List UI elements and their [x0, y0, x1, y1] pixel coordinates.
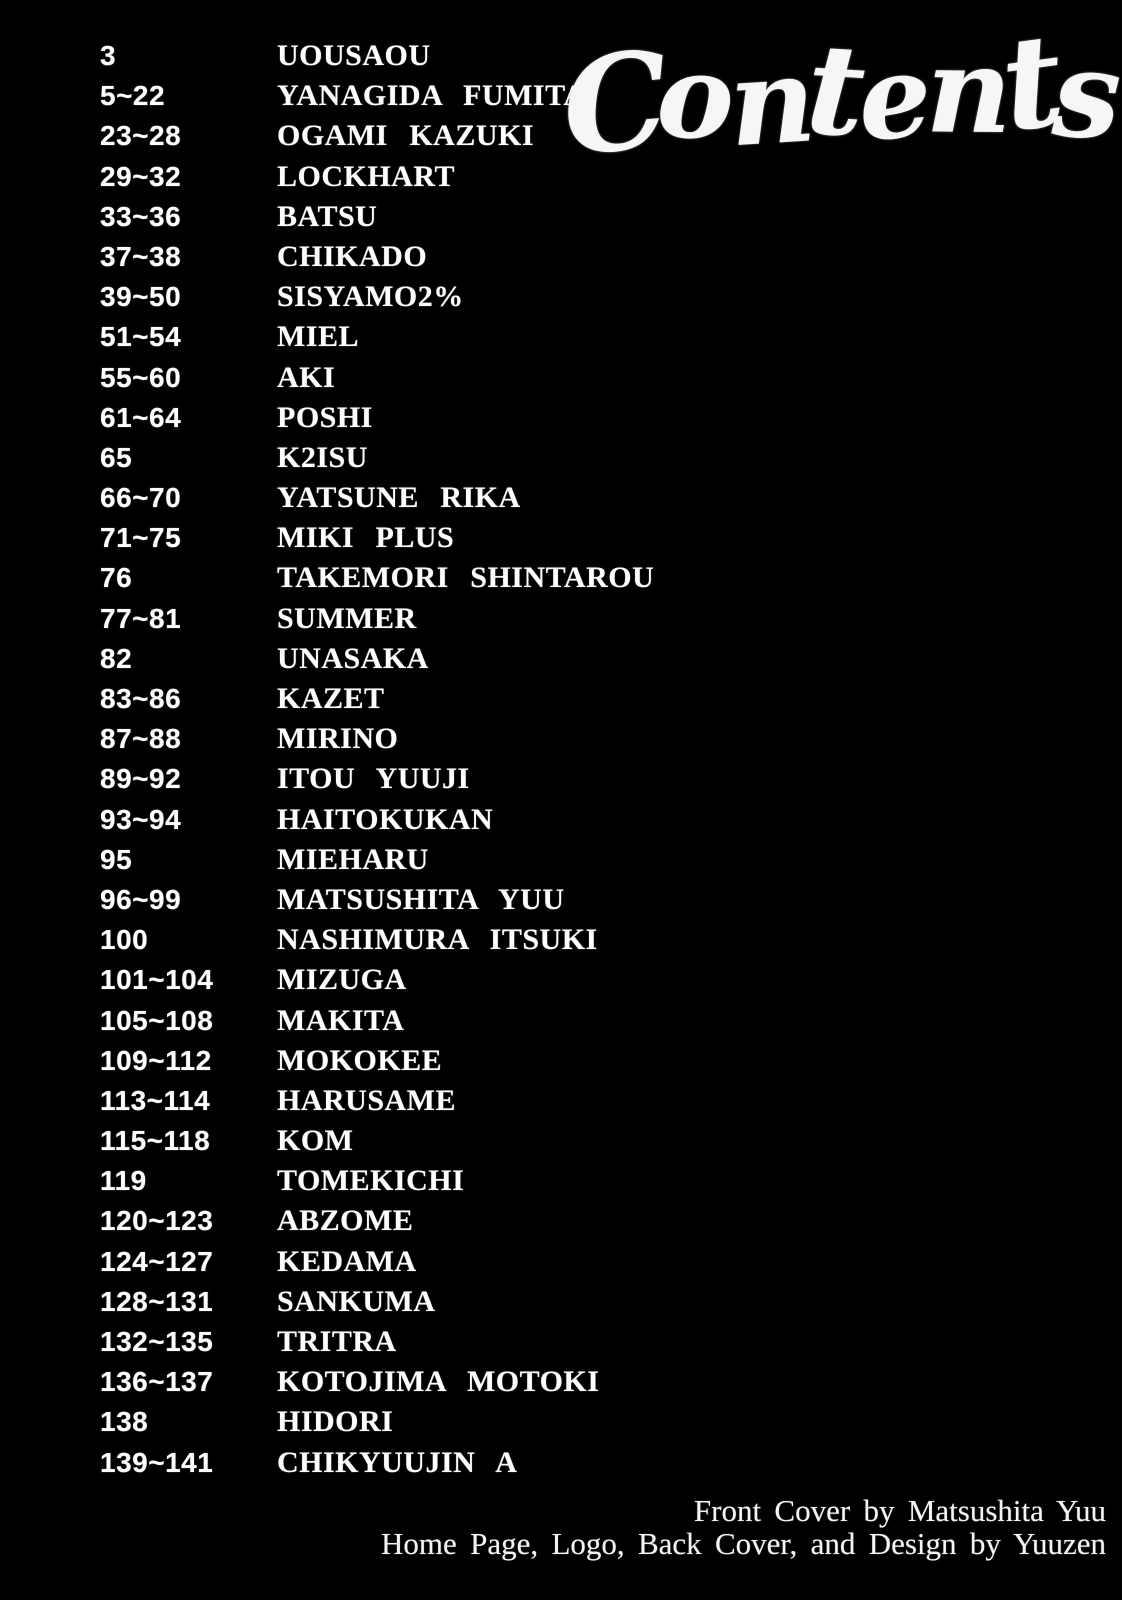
- toc-row: [100, 759, 654, 799]
- toc-row: [100, 1322, 654, 1362]
- toc-row: [100, 518, 654, 558]
- toc-artist-name: KEDAMA: [277, 1244, 417, 1278]
- toc-row: [100, 1282, 654, 1322]
- toc-page-range: 132~135: [100, 1326, 214, 1357]
- toc-row: [100, 800, 654, 840]
- toc-page-range: 89~92: [100, 763, 182, 795]
- toc-row: [100, 237, 654, 277]
- toc-row: [100, 1362, 654, 1402]
- toc-row: [100, 1402, 654, 1442]
- toc-page-range: 115~118: [100, 1125, 211, 1157]
- toc-page-range: 105~108: [100, 1004, 214, 1036]
- toc-artist-name: NASHIMURA ITSUKI: [277, 923, 598, 957]
- toc-artist-name: TAKEMORI SHINTAROU: [277, 561, 655, 595]
- toc-artist-name: MOKOKEE: [277, 1043, 443, 1077]
- toc-page-range: 3: [100, 40, 117, 71]
- toc-page-range: 93~94: [100, 803, 182, 835]
- toc-artist-name: SUMMER: [277, 601, 417, 635]
- toc-artist-name: TOMEKICHI: [277, 1164, 465, 1198]
- toc-page-range: 100: [100, 924, 149, 956]
- toc-page-range: 138: [100, 1406, 149, 1438]
- toc-artist-name: ABZOME: [277, 1204, 414, 1238]
- toc-artist-name: TRITRA: [277, 1325, 397, 1358]
- toc-artist-name: SANKUMA: [277, 1284, 436, 1318]
- toc-page-range: 55~60: [100, 361, 182, 393]
- toc-artist-name: UOUSAOU: [277, 39, 431, 72]
- toc-row: [100, 1242, 654, 1282]
- toc-page-range: 65: [100, 441, 133, 473]
- page-title: Contents: [555, 4, 1119, 186]
- toc-page-range: 120~123: [100, 1205, 214, 1237]
- toc-row: [100, 599, 654, 639]
- credit-front-cover: Front Cover by Matsushita Yuu: [693, 1493, 1106, 1528]
- credit-design: Home Page, Logo, Back Cover, and Design by Yuuzen: [381, 1526, 1106, 1561]
- toc-row: [100, 920, 654, 960]
- toc-artist-name: BATSU: [277, 199, 378, 233]
- toc-row: [100, 438, 654, 478]
- toc-row: [100, 197, 654, 237]
- toc-artist-name: CHIKYUUJIN A: [277, 1445, 518, 1479]
- toc-page-range: 95: [100, 843, 133, 875]
- toc-page-range: 101~104: [100, 964, 214, 996]
- toc-artist-name: HARUSAME: [277, 1083, 457, 1117]
- toc-artist-name: MIEHARU: [277, 842, 429, 876]
- toc-page-range: 23~28: [100, 120, 182, 152]
- toc-page-range: 33~36: [100, 200, 182, 232]
- toc-page-range: 29~32: [100, 160, 182, 192]
- toc-row: [100, 1041, 654, 1081]
- toc-row: [100, 478, 654, 518]
- toc-page-range: 51~54: [100, 321, 182, 353]
- toc-artist-name: SISYAMO2%: [277, 280, 464, 314]
- toc-row: [100, 719, 654, 759]
- toc-artist-name: HAITOKUKAN: [277, 802, 494, 836]
- toc-artist-name: K2ISU: [277, 440, 368, 474]
- toc-page-range: 5~22: [100, 80, 166, 112]
- toc-artist-name: ITOU YUUJI: [277, 762, 470, 796]
- toc-artist-name: MIRINO: [277, 722, 399, 756]
- toc-row: [100, 679, 654, 719]
- toc-artist-name: CHIKADO: [277, 239, 428, 273]
- toc-artist-name: KAZET: [277, 682, 385, 715]
- toc-page-range: 76: [100, 562, 133, 594]
- toc-row: [100, 1161, 654, 1201]
- toc-page-range: 77~81: [100, 602, 182, 634]
- toc-artist-name: OGAMI KAZUKI: [277, 119, 535, 153]
- toc-row: [100, 840, 654, 880]
- toc-page-range: 96~99: [100, 883, 182, 915]
- toc-artist-name: HIDORI: [277, 1405, 394, 1439]
- toc-artist-name: POSHI: [277, 400, 373, 434]
- toc-artist-name: LOCKHART: [277, 159, 455, 193]
- toc-artist-name: MIZUGA: [277, 963, 407, 997]
- toc-list: [100, 36, 654, 1483]
- toc-artist-name: MIEL: [277, 320, 360, 354]
- toc-page-range: 136~137: [100, 1366, 214, 1398]
- toc-artist-name: MIKI PLUS: [277, 521, 455, 555]
- toc-row: [100, 398, 654, 438]
- toc-row: [100, 317, 654, 357]
- toc-page-range: 82: [100, 642, 133, 674]
- toc-page-range: 119: [100, 1165, 147, 1197]
- toc-page-range: 113~114: [100, 1084, 211, 1116]
- toc-artist-name: YANAGIDA FUMITA: [277, 79, 586, 113]
- toc-page-range: 37~38: [100, 240, 182, 272]
- toc-row: [100, 1443, 654, 1483]
- toc-artist-name: UNASAKA: [277, 641, 429, 675]
- toc-artist-name: KOM: [277, 1124, 354, 1158]
- toc-row: [100, 1001, 654, 1041]
- toc-row: [100, 1201, 654, 1241]
- toc-row: [100, 277, 654, 317]
- toc-row: [100, 1081, 654, 1121]
- toc-artist-name: YATSUNE RIKA: [277, 481, 521, 515]
- toc-row: [100, 558, 654, 598]
- toc-page-range: 61~64: [100, 401, 182, 433]
- toc-artist-name: KOTOJIMA MOTOKI: [277, 1365, 600, 1399]
- toc-page-range: 87~88: [100, 723, 182, 755]
- credits-block: [381, 1494, 1106, 1560]
- toc-page-range: 109~112: [100, 1044, 212, 1076]
- toc-page-range: 124~127: [100, 1245, 214, 1277]
- toc-row: [100, 358, 654, 398]
- toc-artist-name: MATSUSHITA YUU: [277, 882, 565, 916]
- toc-page-range: 83~86: [100, 683, 182, 714]
- toc-page-range: 71~75: [100, 522, 182, 554]
- toc-row: [100, 960, 654, 1000]
- toc-page-range: 139~141: [100, 1446, 214, 1478]
- toc-row: [100, 639, 654, 679]
- toc-row: [100, 1121, 654, 1161]
- toc-artist-name: AKI: [277, 360, 336, 394]
- toc-artist-name: MAKITA: [277, 1003, 405, 1037]
- toc-row: [100, 880, 654, 920]
- toc-page-range: 39~50: [100, 281, 182, 313]
- toc-page-range: 128~131: [100, 1285, 214, 1317]
- toc-page-range: 66~70: [100, 482, 182, 514]
